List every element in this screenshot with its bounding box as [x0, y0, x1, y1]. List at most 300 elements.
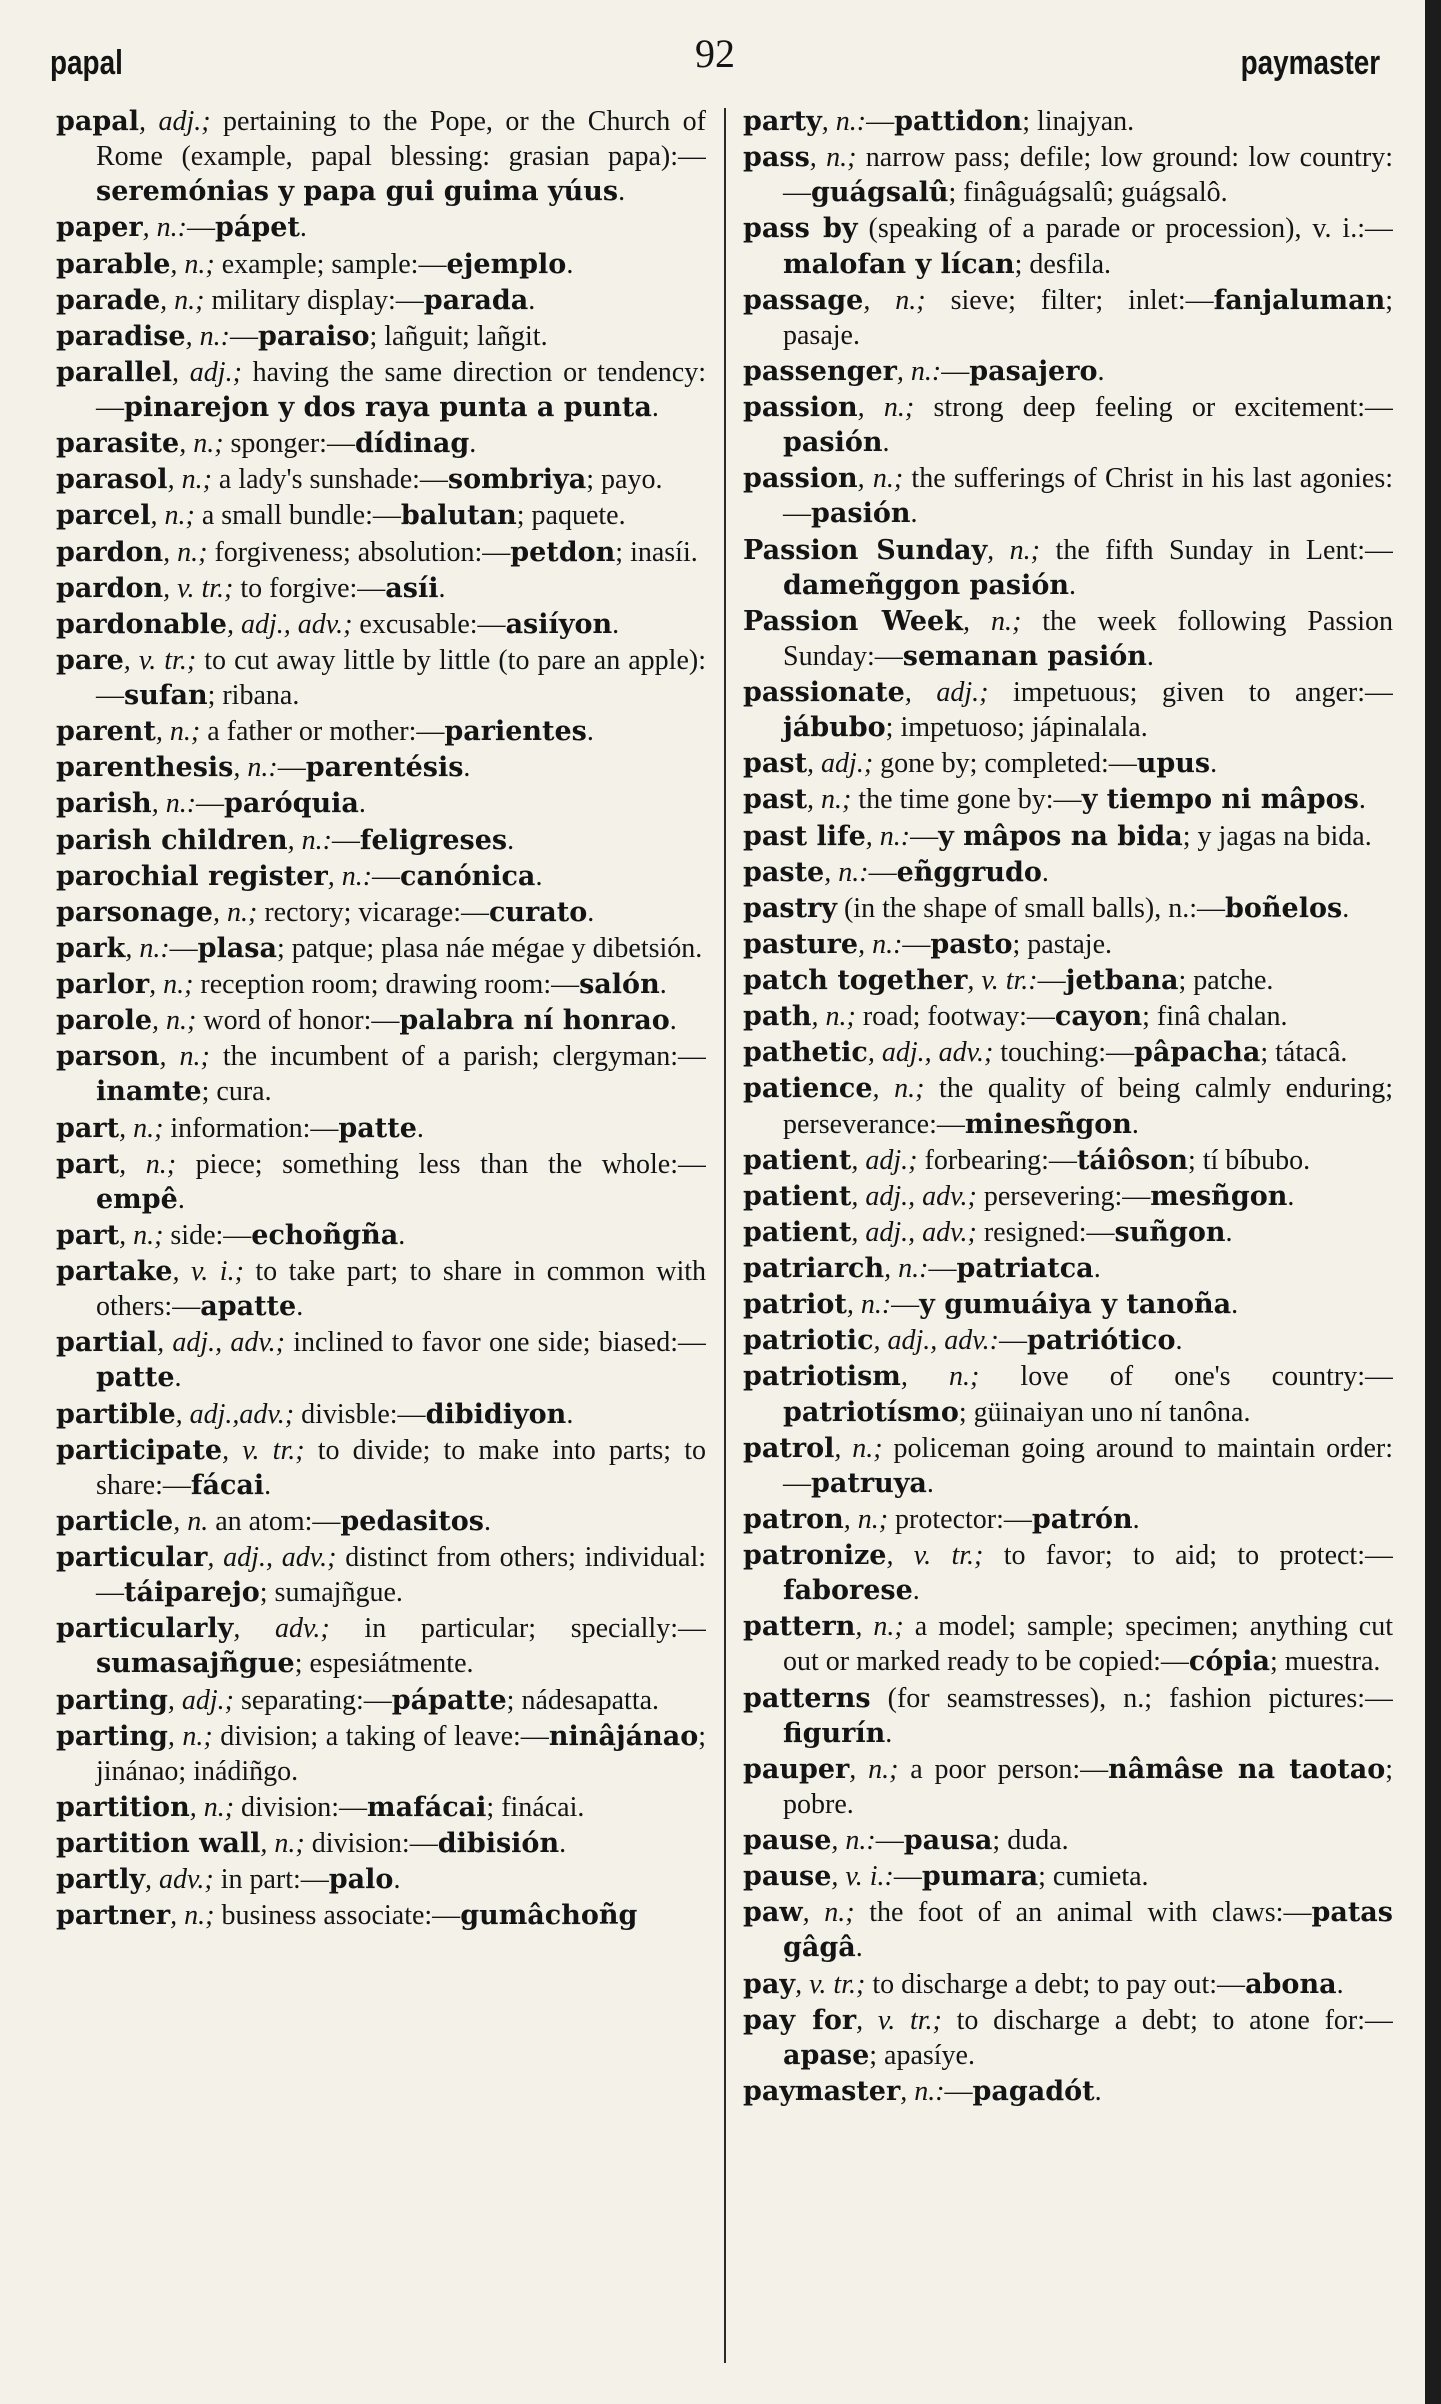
- entry-variants: .: [1175, 1325, 1183, 1357]
- entry-variants: ; payo.: [586, 464, 663, 496]
- entry-definition: —: [998, 1325, 1027, 1357]
- entry-definition: policeman going around to maintain order:—: [783, 1432, 1393, 1499]
- entry-variants: .: [507, 824, 515, 856]
- entry-variants: .: [855, 1932, 863, 1964]
- entry-headword: patrol: [743, 1432, 835, 1464]
- entry-part-of-speech: , n.:: [884, 1253, 929, 1284]
- entry-variants: .: [651, 392, 659, 423]
- entry-chamorro-equivalent: mesñgon: [1150, 1180, 1288, 1212]
- entry-chamorro-equivalent: patte: [338, 1112, 417, 1144]
- entry-chamorro-equivalent: patrón: [1031, 1503, 1133, 1535]
- entry-definition: distinct from others; individual:—: [96, 1542, 706, 1609]
- entry-chamorro-equivalent: y gumuáiya y tanoña: [919, 1289, 1232, 1321]
- entry-definition: the fifth Sunday in Lent:—: [1040, 534, 1393, 566]
- entry-definition: to favor; to aid; to protect:—: [983, 1540, 1393, 1571]
- entry-part-of-speech: , n.;: [189, 1791, 235, 1823]
- entry-part-of-speech: , n.;: [155, 716, 201, 748]
- entry-part-of-speech: , adj.;: [167, 1684, 234, 1716]
- entry-headword: pasture: [743, 928, 859, 960]
- entry-chamorro-equivalent: gumâchoñg: [460, 1900, 638, 1932]
- entry-part-of-speech: , n.;: [863, 284, 926, 316]
- entry-part-of-speech: , adj.;: [139, 106, 211, 137]
- page-header: [50, 30, 1380, 100]
- entry-part-of-speech: , adv.;: [233, 1613, 330, 1645]
- entry-chamorro-equivalent: mafácai: [367, 1791, 487, 1823]
- entry-definition: road; footway:—: [855, 1001, 1055, 1033]
- entry-chamorro-equivalent: echoñgña: [251, 1219, 399, 1251]
- entry-variants: .: [586, 716, 594, 748]
- entry-part-of-speech: , n.;: [855, 1611, 904, 1643]
- entry-chamorro-equivalent: pápatte: [391, 1684, 507, 1716]
- dictionary-entry: [56, 643, 706, 713]
- entry-part-of-speech: , v. tr.;: [795, 1968, 866, 2000]
- entry-chamorro-equivalent: petdon: [510, 536, 616, 568]
- entry-headword: paymaster: [743, 2075, 901, 2107]
- entry-headword: papal: [56, 106, 140, 137]
- entry-definition: division; a taking of leave:—: [212, 1720, 549, 1752]
- dictionary-entry: [743, 1859, 1393, 1894]
- entry-variants: ; muestra.: [1269, 1646, 1381, 1678]
- entry-definition: the foot of an animal with claws:—: [854, 1897, 1312, 1929]
- entry-part-of-speech: , n.;: [179, 428, 224, 460]
- dictionary-entry: [743, 104, 1393, 139]
- dictionary-entry: [743, 855, 1393, 890]
- entry-headword: partition wall: [56, 1828, 261, 1859]
- dictionary-entry: [56, 1039, 706, 1109]
- dictionary-entry: [743, 1681, 1393, 1751]
- entry-headword: partly: [56, 1864, 146, 1896]
- entry-headword: pattern: [743, 1611, 856, 1643]
- entry-definition: in part:—: [213, 1864, 329, 1896]
- entry-variants: ; cura.: [201, 1076, 272, 1108]
- dictionary-entry: [56, 498, 706, 533]
- entry-chamorro-equivalent: pattidon: [894, 106, 1023, 137]
- entry-variants: .: [566, 1398, 574, 1430]
- dictionary-entry: [56, 319, 706, 354]
- entry-definition: to discharge a debt; to pay out:—: [865, 1968, 1246, 2000]
- entry-headword: particular: [56, 1542, 208, 1573]
- entry-variants: .: [177, 1183, 185, 1215]
- entry-part-of-speech: , adj., adv.;: [851, 1216, 977, 1248]
- dictionary-entry: [56, 1862, 706, 1897]
- dictionary-entry: [56, 931, 706, 966]
- entry-chamorro-equivalent: apase: [783, 2039, 870, 2071]
- entry-definition: military display:—: [204, 284, 424, 316]
- entry-variants: ; tátacâ.: [1260, 1037, 1348, 1069]
- entry-headword: parasite: [56, 428, 180, 460]
- entry-definition: —: [868, 856, 897, 888]
- entry-chamorro-equivalent: feligreses: [359, 824, 508, 856]
- entry-definition: —: [196, 788, 225, 820]
- dictionary-entry: [56, 462, 706, 497]
- entry-chamorro-equivalent: pumara: [921, 1861, 1039, 1893]
- entry-variants: .: [669, 1005, 677, 1037]
- entry-variants: .: [264, 1469, 272, 1501]
- entry-definition: to forgive:—: [233, 572, 386, 604]
- dictionary-entry: [743, 2074, 1393, 2109]
- entry-headword: past: [743, 784, 808, 816]
- entry-definition: sponger:—: [223, 428, 355, 460]
- entry-definition: the week following Passion Sunday:—: [783, 605, 1393, 672]
- entry-variants: ; y jagas na bida.: [1182, 820, 1372, 852]
- entry-headword: patronize: [743, 1540, 887, 1571]
- entry-variants: ; cumieta.: [1038, 1861, 1149, 1893]
- dictionary-entry: [743, 283, 1393, 353]
- entry-chamorro-equivalent: patriotísmo: [783, 1396, 959, 1428]
- dictionary-entry: [56, 786, 706, 821]
- entry-definition: to cut away little by little (to pare an apple):—: [96, 644, 706, 711]
- entry-definition: division:—: [234, 1791, 368, 1823]
- entry-variants: ; linajyan.: [1022, 106, 1135, 137]
- page-edge: [1425, 0, 1441, 2404]
- entry-chamorro-equivalent: jetbana: [1065, 965, 1179, 996]
- dictionary-entry: [56, 1254, 706, 1324]
- entry-definition: —: [941, 355, 970, 387]
- entry-chamorro-equivalent: upus: [1136, 748, 1211, 780]
- entry-headword: passion: [743, 463, 858, 495]
- entry-headword: patron: [743, 1503, 844, 1535]
- dictionary-entry: [743, 1359, 1393, 1429]
- entry-chamorro-equivalent: pápet: [214, 212, 300, 244]
- dictionary-entry: [56, 1433, 706, 1503]
- entry-headword: passage: [743, 284, 864, 316]
- entry-variants: .: [463, 752, 471, 784]
- entry-variants: ; ribana.: [207, 680, 300, 711]
- dictionary-entry: [56, 714, 706, 749]
- entry-chamorro-equivalent: plasa: [197, 932, 277, 964]
- entry-headword: patriotic: [743, 1325, 874, 1357]
- entry-variants: .: [559, 1828, 567, 1859]
- entry-variants: .: [1287, 1180, 1295, 1212]
- entry-variants: .: [393, 1864, 401, 1896]
- entry-headword: parallel: [56, 356, 173, 388]
- entry-variants: .: [416, 1112, 424, 1144]
- entry-part-of-speech: , n.:: [233, 752, 278, 784]
- entry-part-of-speech: , n.;: [809, 142, 857, 174]
- entry-chamorro-equivalent: táiôson: [1076, 1144, 1188, 1176]
- entry-headword: paper: [56, 212, 143, 244]
- entry-part-of-speech: , n.:: [185, 320, 230, 352]
- entry-headword: pauper: [743, 1753, 850, 1785]
- left-column: [56, 104, 706, 2394]
- entry-chamorro-equivalent: dibisión: [437, 1828, 560, 1859]
- entry-headword: partial: [56, 1327, 158, 1359]
- dictionary-entry: [743, 354, 1393, 389]
- entry-chamorro-equivalent: seremónias y papa gui guima yúus: [96, 176, 619, 208]
- entry-headword: pardon: [56, 572, 164, 604]
- entry-definition: to divide; to make into parts; to share:—: [96, 1434, 706, 1501]
- entry-part-of-speech: , adj.,adv.;: [175, 1398, 295, 1430]
- entry-headword: parenthesis: [56, 752, 234, 784]
- entry-part-of-speech: , n.;: [962, 605, 1022, 637]
- entry-headword: patriotism: [743, 1361, 901, 1393]
- entry-headword: patient: [743, 1144, 852, 1176]
- entry-part-of-speech: , adj., adv.;: [851, 1180, 977, 1212]
- entry-part-of-speech: , n.;: [167, 1720, 213, 1752]
- entry-part-of-speech: , adj.;: [904, 677, 989, 708]
- entry-variants: .: [1146, 640, 1154, 672]
- entry-variants: ; tí bíbubo.: [1187, 1144, 1311, 1176]
- entry-part-of-speech: , v. tr.;: [222, 1434, 305, 1466]
- entry-definition: piece; something less than the whole:—: [176, 1148, 706, 1180]
- entry-chamorro-equivalent: sombriya: [447, 464, 587, 496]
- entry-headword: path: [743, 1001, 812, 1033]
- entry-definition: (speaking of a parade or procession), v. i.:—: [857, 213, 1393, 245]
- dictionary-entry: [743, 1967, 1393, 2002]
- entry-headword: pass by: [743, 213, 858, 245]
- entry-definition: a small bundle:—: [194, 500, 401, 532]
- entry-headword: part: [56, 1148, 120, 1180]
- entry-definition: in particular; specially:—: [329, 1613, 706, 1645]
- entry-definition: the time gone by:—: [851, 784, 1082, 816]
- entry-chamorro-equivalent: asiíyon: [505, 608, 613, 640]
- entry-headword: parish: [56, 788, 152, 820]
- entry-chamorro-equivalent: sumasajñgue: [96, 1648, 295, 1680]
- entry-part-of-speech: , adj., adv.:: [873, 1325, 999, 1357]
- dictionary-entry: [743, 1609, 1393, 1679]
- dictionary-entry: [56, 1003, 706, 1038]
- entry-chamorro-equivalent: suñgon: [1114, 1216, 1226, 1248]
- entry-headword: pause: [743, 1825, 832, 1856]
- entry-part-of-speech: , n.;: [159, 1041, 210, 1073]
- entry-part-of-speech: , n.:: [151, 788, 197, 820]
- entry-headword: parade: [56, 284, 161, 316]
- entry-part-of-speech: , n.;: [149, 969, 194, 1000]
- entry-headword: partible: [56, 1398, 176, 1430]
- entry-chamorro-equivalent: patte: [96, 1362, 175, 1394]
- entry-headword: pare: [56, 644, 124, 676]
- entry-part-of-speech: , v. tr.;: [886, 1540, 984, 1571]
- entry-part-of-speech: , adv.;: [145, 1864, 214, 1896]
- entry-variants: ; paquete.: [516, 500, 626, 532]
- entry-part-of-speech: , adj.;: [172, 356, 242, 388]
- entry-chamorro-equivalent: pedasitos: [340, 1505, 484, 1537]
- entry-definition: the quality of being calmly enduring; perseverance:—: [783, 1073, 1393, 1140]
- entry-definition: (in the shape of small balls), n.:—: [836, 892, 1226, 924]
- entry-variants: .: [612, 608, 620, 640]
- dictionary-entry: [743, 461, 1393, 531]
- entry-definition: pertaining to the Pope, or the Church of Rome (example, papal blessing: grasian papa):—: [96, 106, 706, 173]
- entry-chamorro-equivalent: malofan y lícan: [783, 248, 1015, 280]
- entry-definition: the sufferings of Christ in his last agonies:—: [783, 463, 1393, 530]
- dictionary-entry: [56, 895, 706, 930]
- entry-headword: pardon: [56, 536, 164, 568]
- entry-definition: —: [893, 1861, 922, 1893]
- entry-headword: partake: [56, 1256, 173, 1287]
- entry-chamorro-equivalent: palo: [328, 1864, 394, 1896]
- dictionary-entry: [743, 963, 1393, 998]
- entry-definition: (for seamstresses), n.; fashion pictures:—: [870, 1682, 1393, 1714]
- entry-part-of-speech: , n.;: [119, 1112, 164, 1144]
- dictionary-entry: [743, 1823, 1393, 1858]
- entry-definition: forbearing:—: [917, 1144, 1077, 1176]
- entry-variants: ; inasíi.: [615, 536, 698, 568]
- entry-headword: pastry: [743, 892, 837, 924]
- dictionary-entry: [743, 533, 1393, 603]
- entry-headword: paw: [743, 1897, 803, 1929]
- dictionary-entry: [743, 1071, 1393, 1141]
- entry-chamorro-equivalent: minesñgon: [964, 1108, 1132, 1140]
- entry-chamorro-equivalent: abona: [1245, 1968, 1337, 2000]
- entry-headword: park: [56, 932, 126, 964]
- entry-chamorro-equivalent: eñggrudo: [896, 856, 1042, 888]
- entry-definition: divisble:—: [294, 1398, 426, 1430]
- entry-variants: .: [1041, 856, 1049, 888]
- entry-chamorro-equivalent: canónica: [400, 860, 536, 892]
- dictionary-entry: [56, 1683, 706, 1718]
- entry-variants: .: [1131, 1108, 1139, 1140]
- entry-variants: .: [1093, 1253, 1101, 1284]
- entry-headword: parting: [56, 1720, 168, 1752]
- entry-definition: —: [331, 824, 360, 856]
- entry-headword: partner: [56, 1900, 171, 1932]
- dictionary-entry: [56, 1397, 706, 1432]
- entry-definition: touching:—: [993, 1037, 1135, 1069]
- entry-part-of-speech: , v. tr.;: [856, 2004, 942, 2036]
- entry-headword: particle: [56, 1505, 174, 1537]
- entry-headword: part: [56, 1112, 120, 1144]
- entry-definition: persevering:—: [976, 1180, 1151, 1212]
- entry-definition: —: [372, 860, 401, 892]
- entry-variants: ; sumajñgue.: [259, 1577, 403, 1609]
- entry-chamorro-equivalent: pasajero: [969, 355, 1098, 387]
- entry-definition: example; sample:—: [214, 248, 447, 280]
- dictionary-entry: [743, 891, 1393, 926]
- dictionary-entry: [56, 967, 706, 1002]
- entry-part-of-speech: , n.: [173, 1505, 209, 1537]
- left-guide-word: papal: [50, 44, 123, 82]
- entry-variants: ; güinaiyan uno ní tanôna.: [958, 1396, 1251, 1428]
- entry-definition: —: [902, 928, 931, 960]
- entry-definition: to discharge a debt; to atone for:—: [941, 2004, 1393, 2036]
- entry-definition: —: [928, 1253, 957, 1284]
- entry-chamorro-equivalent: cayon: [1054, 1001, 1143, 1033]
- entry-part-of-speech: , n.;: [163, 536, 208, 568]
- entry-variants: .: [1097, 355, 1105, 387]
- dictionary-entry: [56, 1790, 706, 1825]
- entry-part-of-speech: , n.:: [858, 928, 903, 960]
- entry-definition: —: [891, 1289, 920, 1321]
- dictionary-entry: [56, 1325, 706, 1395]
- dictionary-entry: [56, 1111, 706, 1146]
- entry-part-of-speech: , v. i.:: [831, 1861, 894, 1893]
- entry-variants: ; patque; plasa náe mégae y dibetsión.: [276, 932, 703, 964]
- entry-definition: a poor person:—: [898, 1753, 1109, 1785]
- entry-definition: rectory; vicarage:—: [257, 896, 489, 928]
- entry-part-of-speech: , n.:: [142, 212, 187, 244]
- entry-variants: .: [535, 860, 543, 892]
- dictionary-entry: [56, 210, 706, 245]
- entry-headword: pay: [743, 1968, 796, 2000]
- entry-variants: .: [912, 1575, 920, 1607]
- dictionary-entry: [743, 604, 1393, 674]
- entry-part-of-speech: , n.;: [170, 1900, 215, 1932]
- entry-chamorro-equivalent: patriatca: [956, 1253, 1094, 1284]
- entry-variants: ; espesiátmente.: [294, 1648, 474, 1680]
- entry-variants: .: [926, 1467, 934, 1499]
- dictionary-entry: [56, 283, 706, 318]
- entry-headword: Passion Sunday: [743, 534, 988, 566]
- entry-headword: pay for: [743, 2004, 857, 2036]
- entry-part-of-speech: , adj.;: [807, 748, 874, 780]
- dictionary-entry: [743, 782, 1393, 817]
- entry-definition: —: [875, 1825, 904, 1856]
- entry-chamorro-equivalent: apatte: [200, 1291, 297, 1323]
- entry-chamorro-equivalent: pinarejon y dos raya punta a punta: [124, 392, 652, 423]
- entry-headword: passionate: [743, 677, 905, 708]
- entry-chamorro-equivalent: táiparejo: [124, 1577, 260, 1609]
- entry-headword: past life: [743, 820, 866, 852]
- entry-part-of-speech: , n.;: [807, 784, 852, 816]
- dictionary-entry: [743, 1251, 1393, 1286]
- entry-headword: patient: [743, 1180, 852, 1212]
- dictionary-entry: [743, 2003, 1393, 2073]
- entry-headword: passion: [743, 392, 858, 423]
- entry-headword: pause: [743, 1861, 832, 1893]
- entry-variants: .: [1210, 748, 1218, 780]
- entry-part-of-speech: , adj.;: [851, 1144, 918, 1176]
- entry-variants: .: [469, 428, 477, 460]
- entry-part-of-speech: , n.;: [119, 1219, 164, 1251]
- entry-headword: parting: [56, 1684, 168, 1716]
- entry-headword: past: [743, 748, 808, 780]
- entry-definition: to take part; to share in common with others:—: [96, 1256, 706, 1323]
- entry-headword: paste: [743, 856, 825, 888]
- entry-chamorro-equivalent: faborese: [783, 1575, 913, 1607]
- entry-variants: ; nádesapatta.: [506, 1684, 660, 1716]
- entry-chamorro-equivalent: dameñggon pasión: [783, 569, 1070, 601]
- entry-chamorro-equivalent: sufan: [124, 680, 208, 711]
- entry-headword: paradise: [56, 320, 186, 352]
- entry-part-of-speech: , adj., adv.;: [226, 608, 353, 640]
- entry-chamorro-equivalent: figurín: [783, 1717, 886, 1749]
- entry-definition: protector:—: [888, 1503, 1032, 1535]
- dictionary-entry: [56, 1504, 706, 1539]
- entry-part-of-speech: , n.;: [213, 896, 258, 928]
- dictionary-entry: [743, 1538, 1393, 1608]
- entry-definition: an atom:—: [208, 1505, 341, 1537]
- dictionary-entry: [56, 1826, 706, 1861]
- entry-part-of-speech: , v. tr.:: [967, 965, 1038, 996]
- entry-part-of-speech: , n.:: [900, 2075, 945, 2107]
- entry-part-of-speech: , adj., adv.;: [867, 1037, 994, 1069]
- entry-variants: ; apasíye.: [869, 2039, 975, 2071]
- entry-variants: .: [1132, 1503, 1140, 1535]
- dictionary-entry: [56, 1611, 706, 1681]
- entry-headword: pardonable: [56, 608, 227, 640]
- entry-variants: .: [885, 1717, 893, 1749]
- entry-headword: pass: [743, 142, 810, 174]
- entry-chamorro-equivalent: cópia: [1188, 1646, 1270, 1678]
- dictionary-entry: [56, 1898, 706, 1933]
- entry-definition: reception room; drawing room:—: [193, 969, 580, 1000]
- entry-headword: partition: [56, 1791, 190, 1823]
- entry-headword: parish children: [56, 824, 288, 856]
- entry-variants: ; finácai.: [486, 1791, 585, 1823]
- entry-variants: .: [483, 1505, 491, 1537]
- entry-part-of-speech: , n.:: [846, 1289, 892, 1321]
- entry-chamorro-equivalent: patas gâgâ: [783, 1897, 1393, 1964]
- entry-headword: parent: [56, 716, 156, 748]
- entry-part-of-speech: , adj., adv.;: [157, 1327, 285, 1359]
- dictionary-entry: [56, 355, 706, 425]
- dictionary-entry: [743, 1035, 1393, 1070]
- dictionary-entry: [56, 1540, 706, 1610]
- dictionary-entry: [743, 1502, 1393, 1537]
- entry-part-of-speech: , n.;: [160, 284, 205, 316]
- entry-part-of-speech: , n.;: [260, 1828, 305, 1859]
- entry-definition: love of one's country:—: [979, 1361, 1393, 1393]
